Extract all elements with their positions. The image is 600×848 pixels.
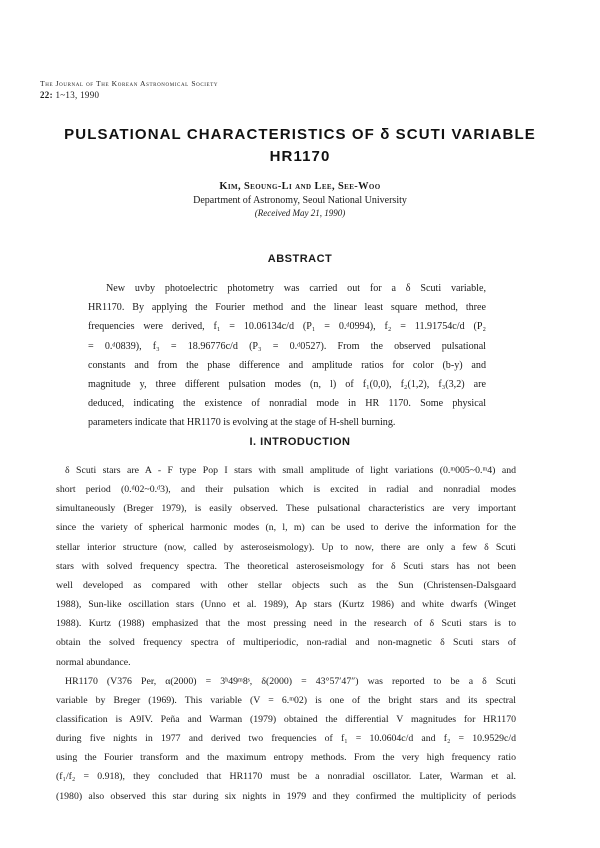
volume-number: 22:: [40, 90, 53, 100]
intro-line: stars with solved frequency spectra. The theoretical asteroseismology for δ Scuti stars has not been: [56, 560, 516, 572]
intro-line: classification is A9IV. Peña and Warman (1979) obtained the differential V magnitudes for HR1170: [56, 713, 516, 725]
intro-line: variable by Breger (1969). This variable (V = 6.ᵐ02) is one of the bright stars and its spectral: [56, 694, 516, 706]
paper-title-line-1: PULSATIONAL CHARACTERISTICS OF δ SCUTI VARIABLE: [64, 126, 536, 143]
intro-line: (f₁/f₂ = 0.918), they concluded that HR1170 must be a nonradial oscillator. Later, Warman et al.: [56, 771, 516, 783]
abstract-line: deduced, indicating the existence of nonradial mode in HR 1170. Some physical: [88, 398, 486, 410]
intro-line: (1980) also observed this star during six nights in 1979 and they confirmed the multiplicity of periods: [56, 790, 516, 802]
intro-line: well developed as compared with other stellar objects such as the Sun (Christensen-Dalsgaard: [56, 579, 516, 591]
intro-line: using the Fourier transform and the maximum entropy methods. From the very high frequency ratio: [56, 752, 516, 764]
intro-line: short period (0.ᵈ02~0.ᵈ3), and their pulsation which is excited in radial and nonradial modes: [56, 484, 516, 496]
volume-pages: [40, 90, 99, 100]
received-date: (Received May 21, 1990): [254, 208, 346, 218]
journal-name: The Journal of The Korean Astronomical Society: [40, 79, 219, 88]
intro-line: 1988), Sun-like oscillation stars (Unno et al. 1989), Ap stars (Kurtz 1986) and white dwarfs (Winget: [56, 599, 516, 611]
intro-line: 1988). Kurtz (1988) emphasized that the most pressing need in the research of δ Scuti stars is to: [56, 618, 516, 630]
intro-line: since the variety of spherical harmonic modes (n, l, m) can be used to derive the information for the: [56, 522, 516, 534]
abstract-line: frequencies were derived, f₁ = 10.06134c/d (P₁ = 0.ᵈ0994), f₂ = 11.91754c/d (P₂: [88, 321, 486, 333]
intro-line: simultaneously (Breger 1979), is easily observed. These pulsational characteristics are very important: [56, 503, 516, 515]
intro-line: δ Scuti stars are A - F type Pop I stars with small amplitude of light variations (0.ᵐ005~0.ᵐ4) and: [65, 465, 516, 476]
abstract-line: magnitude y, three different pulsation modes (n, l) of f₁(0,0), f₂(1,2), f₃(3,2) are: [88, 379, 486, 390]
abstract-line: HR1170. By applying the Fourier method and the linear least square method, three: [88, 302, 486, 314]
intro-line: normal abundance.: [56, 656, 131, 668]
introduction-heading: I. INTRODUCTION: [249, 436, 351, 448]
abstract-line: parameters indicate that HR1170 is evolving at the stage of H-shell burning.: [88, 417, 396, 429]
affiliation: Department of Astronomy, Seoul National University: [193, 195, 407, 206]
abstract-line: constants and from the phase difference and amplitude ratios for color (b-y) and: [88, 359, 486, 371]
authors: Kim, Seoung-Li and Lee, See-Woo: [219, 181, 381, 192]
abstract-line: = 0.ᵈ0839), f₃ = 18.96776c/d (P₃ = 0.ᵈ0527). From the observed pulsational: [88, 340, 486, 352]
abstract-heading: ABSTRACT: [267, 253, 333, 265]
intro-line: obtain the solved frequency spectra of multiperiodic, non-radial and non-magnetic δ Scuti stars of: [56, 637, 516, 649]
paper-title-line-2: HR1170: [269, 148, 331, 165]
intro-line: stellar interior structure (now, called by asteroseismology). Up to now, there are only a few δ Scuti: [56, 541, 516, 553]
abstract-line: New uvby photoelectric photometry was carried out for a δ Scuti variable,: [106, 283, 486, 294]
intro-line: HR1170 (V376 Per, α(2000) = 3ʰ49ᵐ8ˢ, δ(2000) = 43°57′47″) was reported to be a δ Scuti: [65, 675, 516, 687]
intro-line: during five nights in 1977 and derived two frequencies of f₁ = 10.0604c/d and f₂ = 10.9529c/d: [56, 733, 516, 745]
page-range: 1~13, 1990: [52, 90, 100, 100]
